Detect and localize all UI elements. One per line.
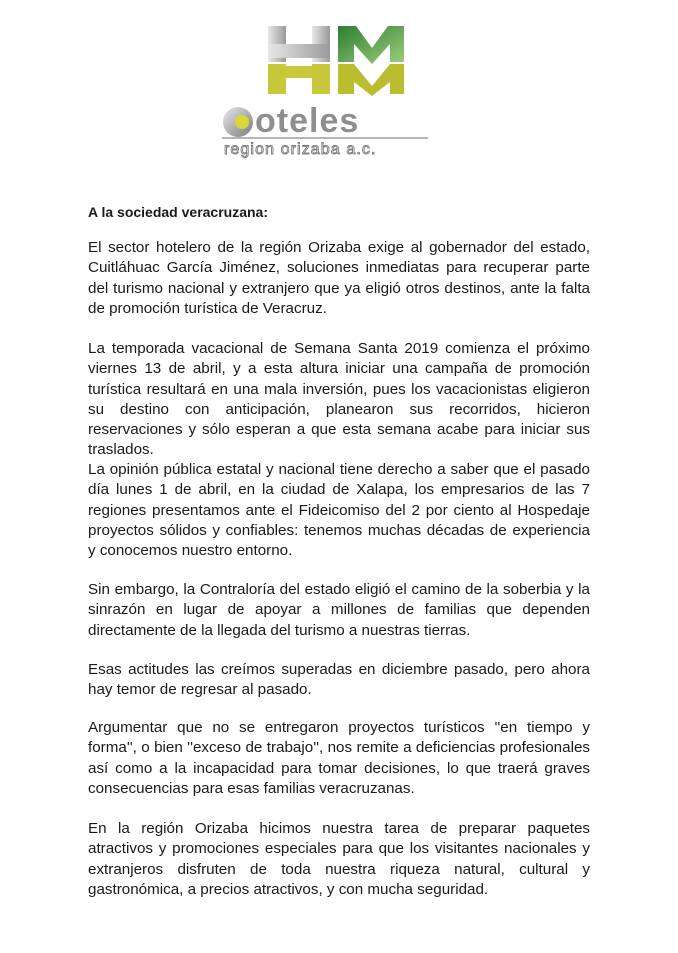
logo-monogram-top: [268, 26, 404, 64]
letter-paragraph-5: Esas actitudes las creímos superadas en diciembre pasado, pero ahora hay temor de regresar al pasado.: [88, 661, 590, 699]
logo-subtitle: region orizaba a.c.: [224, 141, 377, 158]
logo-word: oteles: [255, 102, 360, 140]
letter-paragraph-7: En la región Orizaba hicimos nuestra tarea de preparar paquetes atractivos y promociones especiales para que los visitantes nacionales y extranjeros disfruten de toda nuestra riqueza natural, cultural y gastronómica, a precios atractivos, y con mucha seguridad.: [88, 820, 590, 898]
letter-paragraph-2: La temporada vacacional de Semana Santa 2019 comienza el próximo viernes 13 de abril, y a esta altura iniciar una campaña de promoción turística resultará en una mala inversión, pues los vacacionistas eligieron su destino con anticipación, planearon sus recorridos, hicieron reservaciones y sólo esperan a que esta semana acabe para iniciar sus traslados.: [88, 340, 590, 459]
hoteles-region-orizaba-logo: [214, 20, 440, 162]
letter-salutation: A la sociedad veracruzana:: [88, 204, 269, 220]
letter-paragraph-3: La opinión pública estatal y nacional tiene derecho a saber que el pasado día lunes 1 de abril, en la ciudad de Xalapa, los empresarios de las 7 regiones presentamos ante el Fideicomiso del 2 por ciento al Hospedaje proyectos sólidos y confiables: tenemos muchas décadas de experiencia y conocemos nuestro entorno.: [88, 461, 590, 560]
letter-paragraph-1: El sector hotelero de la región Orizaba exige al gobernador del estado, Cuitláhuac García Jiménez, soluciones inmediatas para recuperar parte del turismo nacional y extranjero que ya eligió otros destinos, ante la falta de promoción turística de Veracruz.: [88, 239, 590, 317]
logo-o-circle: [223, 107, 253, 137]
letter-paragraph-6: Argumentar que no se entregaron proyectos turísticos ''en tiempo y forma'', o bien ''exceso de trabajo'', nos remite a deficiencias profesionales así como a la incapacidad para tomar decisiones, lo que traerá graves consecuencias para esas familias veracruzanas.: [88, 719, 590, 797]
letter-paragraph-4: Sin embargo, la Contraloría del estado eligió el camino de la soberbia y la sinrazón en lugar de apoyar a millones de familias que dependen directamente de la llegada del turismo a nuestras tierras.: [88, 581, 590, 639]
logo-monogram-bottom: [268, 64, 404, 96]
